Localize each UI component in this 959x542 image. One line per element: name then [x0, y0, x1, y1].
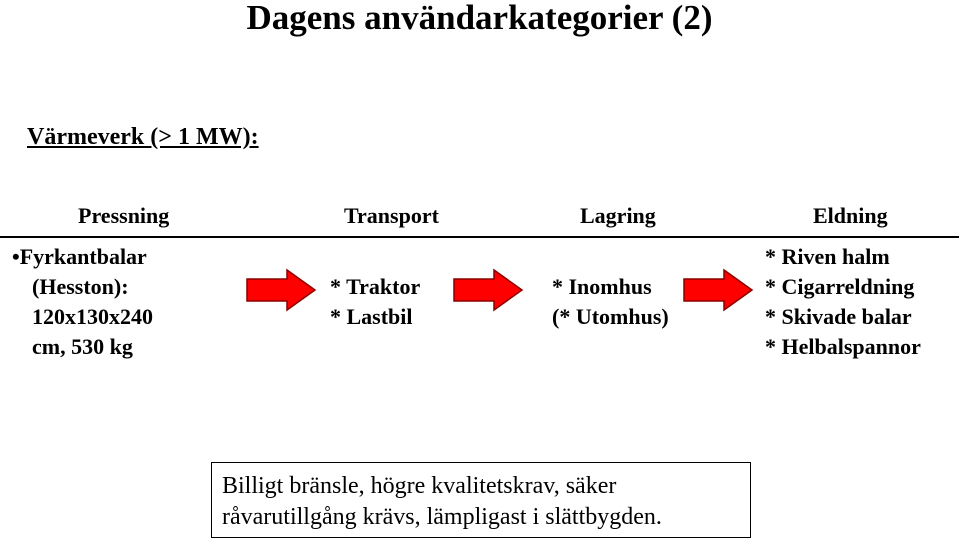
- right-arrow-icon: [682, 268, 754, 312]
- note-line-1: Billigt bränsle, högre kvalitetskrav, säker: [222, 473, 617, 499]
- summary-note-box: [211, 462, 751, 538]
- page-title: Dagens användarkategorier (2): [246, 0, 713, 37]
- eldning-line-3: * Skivade balar: [765, 304, 912, 329]
- eldning-column: [765, 242, 921, 362]
- eldning-line-1: * Riven halm: [765, 244, 890, 269]
- note-line-2: råvarutillgång krävs, lämpligast i slättbygden.: [222, 504, 662, 530]
- right-arrow-icon: [245, 268, 317, 312]
- right-arrow-icon: [452, 268, 524, 312]
- section-subtitle: Värmeverk (> 1 MW):: [27, 124, 259, 150]
- pressning-line-2: (Hesston):: [32, 274, 129, 299]
- bullet-icon: •: [12, 244, 20, 269]
- transport-line-1: * Traktor: [330, 274, 421, 299]
- pressning-line-4: cm, 530 kg: [32, 334, 133, 359]
- column-header-transport: Transport: [344, 203, 439, 228]
- pressning-line-3: 120x130x240: [32, 304, 153, 329]
- transport-line-2: * Lastbil: [330, 304, 413, 329]
- column-header-pressning: Pressning: [78, 203, 170, 228]
- lagring-line-2: (* Utomhus): [552, 304, 669, 329]
- transport-column: [330, 272, 420, 332]
- header-divider: [0, 236, 959, 238]
- lagring-line-1: * Inomhus: [552, 274, 652, 299]
- column-header-lagring: Lagring: [580, 203, 656, 228]
- eldning-line-4: * Helbalspannor: [765, 334, 921, 359]
- lagring-column: [552, 272, 669, 332]
- eldning-line-2: * Cigarreldning: [765, 274, 915, 299]
- pressning-column: [12, 242, 153, 362]
- column-header-eldning: Eldning: [813, 203, 888, 228]
- pressning-line-1: •Fyrkantbalar: [12, 244, 147, 269]
